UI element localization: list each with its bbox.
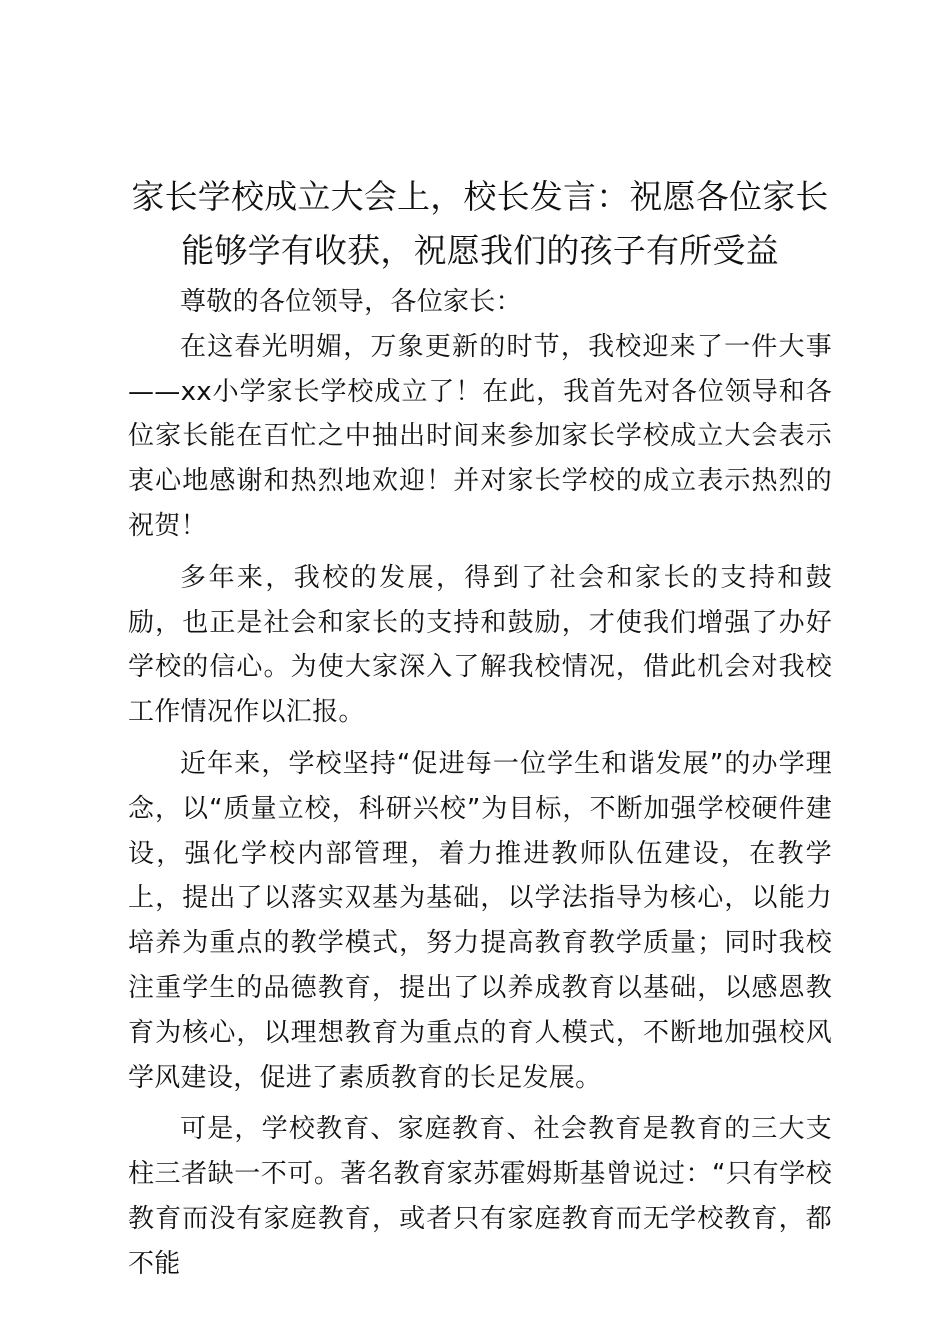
salutation-paragraph: 尊敬的各位领导，各位家长： <box>180 287 522 317</box>
body-paragraph-3: 近年来，学校坚持“促进每一位学生和谐发展”的办学理念，以“质量立校，科研兴校”为目标，不断加强学校硬件建设，强化学校内部管理，着力推进教师队伍建设，在教学上，提出了以落实双基为基础，以学法指导为核心，以能力培养为重点的教学模式，努力提高教育教学质量；同时我校注重学生的品德教育，提出了以养成教育以基础，以感恩教育为核心，以理想教育为重点的育人模式，不断地加强校风学风建设，促进了素质教育的长足发展。 <box>128 748 832 1093</box>
body-paragraph-4: 可是，学校教育、家庭教育、社会教育是教育的三大支柱三者缺一不可。著名教育家苏霍姆斯基曾说过：“只有学校教育而没有家庭教育，或者只有家庭教育而无学校教育，都不能 <box>128 1114 832 1279</box>
body-paragraph-1: 在这春光明媚，万象更新的时节，我校迎来了一件大事——xx小学家长学校成立了！在此，我首先对各位领导和各位家长能在百忙之中抽出时间来参加家长学校成立大会表示衷心地感谢和热烈地欢迎！并对家长学校的成立表示热烈的祝贺！ <box>128 331 832 541</box>
body-paragraph-2: 多年来，我校的发展，得到了社会和家长的支持和鼓励，也正是社会和家长的支持和鼓励，才使我们增强了办好学校的信心。为使大家深入了解我校情况，借此机会对我校工作情况作以汇报。 <box>128 562 832 728</box>
document-body <box>128 280 832 1287</box>
document-title: 家长学校成立大会上，校长发言：祝愿各位家长能够学有收获，祝愿我们的孩子有所受益 <box>131 177 829 270</box>
